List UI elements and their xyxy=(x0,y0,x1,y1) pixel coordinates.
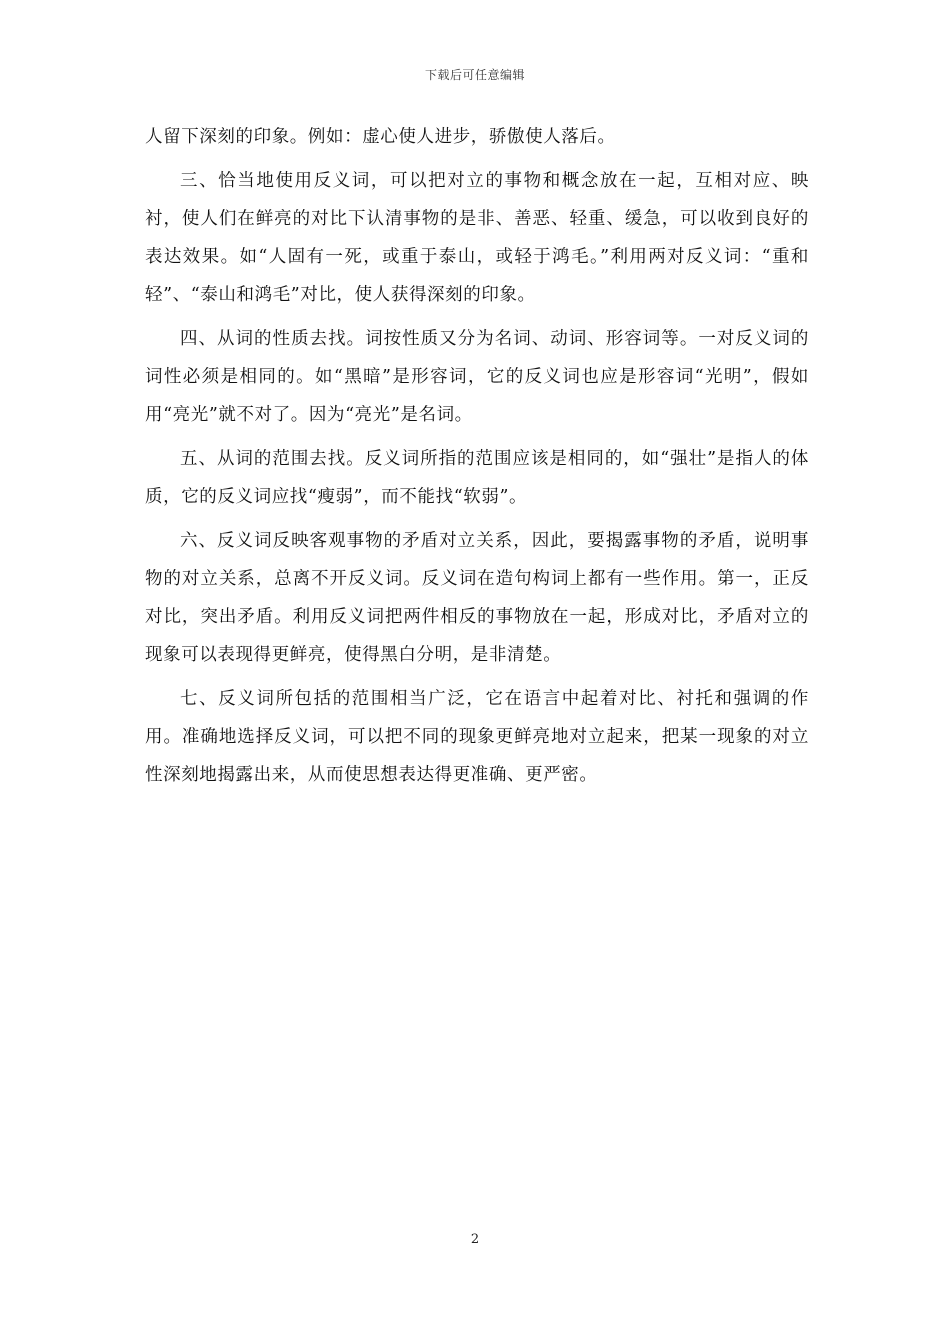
page-number: 2 xyxy=(470,1232,480,1247)
document-body xyxy=(145,118,809,800)
paragraph-section-4: 四、从词的性质去找。词按性质又分为名词、动词、形容词等。一对反义词的词性必须是相同的。如“黑暗”是形容词，它的反义词也应是形容词“光明”，假如用“亮光”就不对了。因为“亮光”是名词。 xyxy=(145,329,809,425)
paragraph-continuation: 人留下深刻的印象。例如：虚心使人进步，骄傲使人落后。 xyxy=(145,127,616,147)
paragraph-section-3: 三、恰当地使用反义词，可以把对立的事物和概念放在一起，互相对应、映衬，使人们在鲜亮的对比下认清事物的是非、善恶、轻重、缓急，可以收到良好的表达效果。如“人固有一死，或重于泰山，或轻于鸿毛。”利用两对反义词：“重和轻”、“泰山和鸿毛”对比，使人获得深刻的印象。 xyxy=(145,171,809,305)
paragraph-section-7: 七、反义词所包括的范围相当广泛，它在语言中起着对比、衬托和强调的作用。准确地选择反义词，可以把不同的现象更鲜亮地对立起来，把某一现象的对立性深刻地揭露出来，从而使思想表达得更准确、更严密。 xyxy=(145,689,809,785)
paragraph-section-5: 五、从词的范围去找。反义词所指的范围应该是相同的，如“强壮”是指人的体质，它的反义词应找“瘦弱”，而不能找“软弱”。 xyxy=(145,449,809,507)
page-header: 下载后可任意编辑 xyxy=(424,68,525,82)
paragraph-section-6: 六、反义词反映客观事物的矛盾对立关系，因此，要揭露事物的矛盾，说明事物的对立关系，总离不开反义词。反义词在造句构词上都有一些作用。第一，正反对比，突出矛盾。利用反义词把两件相反的事物放在一起，形成对比，矛盾对立的现象可以表现得更鲜亮，使得黑白分明，是非清楚。 xyxy=(145,531,809,665)
